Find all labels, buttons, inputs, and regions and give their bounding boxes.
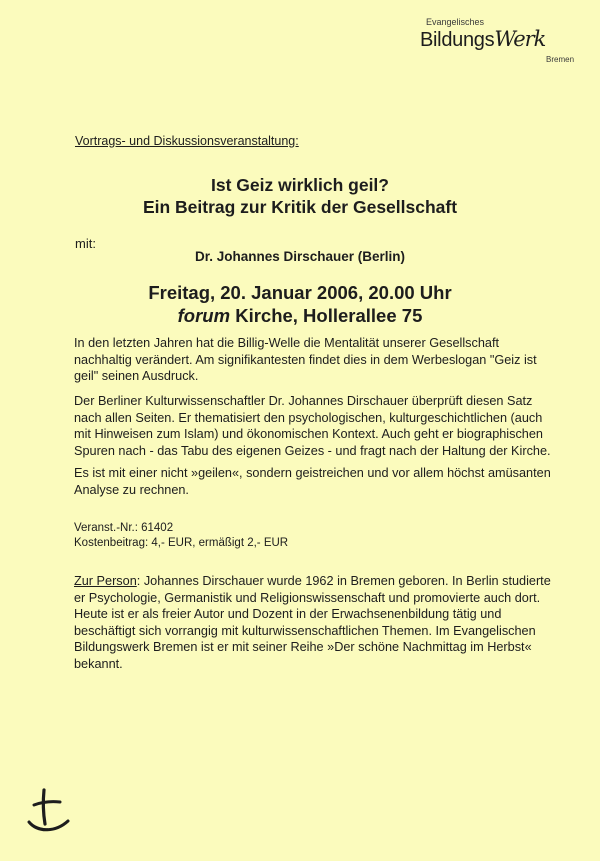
logo-bildungs: Bildungs	[420, 29, 495, 51]
event-title	[0, 174, 600, 218]
date-line: Freitag, 20. Januar 2006, 20.00 Uhr	[148, 282, 452, 303]
person-bio	[74, 573, 554, 672]
person-label: Zur Person	[74, 574, 137, 588]
organization-logo	[420, 17, 585, 77]
venue-line	[0, 304, 600, 327]
venue-rest: Kirche, Hollerallee 75	[230, 305, 423, 326]
description-paragraph-1: In den letzten Jahren hat die Billig-Welle die Mentalität unserer Gesellschaft nachhaltig verändert. Am signifikantesten findet dies in dem Werbeslogan "Geiz ist geil" seinen Ausdruck.	[74, 336, 537, 383]
logo-main-text	[420, 27, 545, 52]
event-datetime	[0, 281, 600, 327]
with-label: mit:	[75, 236, 96, 251]
event-fee: Kostenbeitrag: 4,- EUR, ermäßigt 2,- EUR	[74, 536, 289, 549]
speaker-name: Dr. Johannes Dirschauer (Berlin)	[194, 249, 406, 264]
event-type-heading: Vortrags- und Diskussionsveranstaltung:	[75, 134, 299, 148]
church-symbol-icon	[26, 786, 72, 836]
title-line-2: Ein Beitrag zur Kritik der Gesellschaft	[142, 197, 458, 217]
person-text: : Johannes Dirschauer wurde 1962 in Bremen geboren. In Berlin studierte er Psychologie, Germanistik und Religionswissenschaft und promovierte auch dort. Heute ist er als freier Autor und Dozent in der Erwachsenenbildung tätig und beschäftigt sich vorrangig mit kulturwissenschaftlichen Themen. Im Evangelischen Bildungswerk Bremen ist er mit seiner Reihe »Der schöne Nachmittag im Herbst« bekannt.	[74, 574, 551, 671]
logo-bottom-text: Bremen	[546, 55, 575, 64]
title-line-1: Ist Geiz wirklich geil?	[211, 175, 389, 195]
event-number: Veranst.-Nr.: 61402	[74, 522, 174, 534]
description-paragraph-3: Es ist mit einer nicht »geilen«, sondern geistreichen und vor allem höchst amüsanten Analyse zu rechnen.	[74, 466, 551, 497]
logo-top-text: Evangelisches	[426, 17, 485, 27]
event-meta	[74, 521, 554, 550]
venue-forum: forum	[177, 305, 231, 326]
logo-werk: Werk	[494, 27, 546, 51]
description-paragraph-2: Der Berliner Kulturwissenschaftler Dr. Johannes Dirschauer überprüft diesen Satz nach allen Seiten. Er thematisiert den psychologischen, kulturgeschichtlichen (auch mit Hinweisen zum Islam) und ökonomischen Kontext. Auch geht er biographischen Spuren nach - das Tabu des eigenen Geizes - und fragt nach der Haltung der Kirche.	[74, 394, 551, 458]
